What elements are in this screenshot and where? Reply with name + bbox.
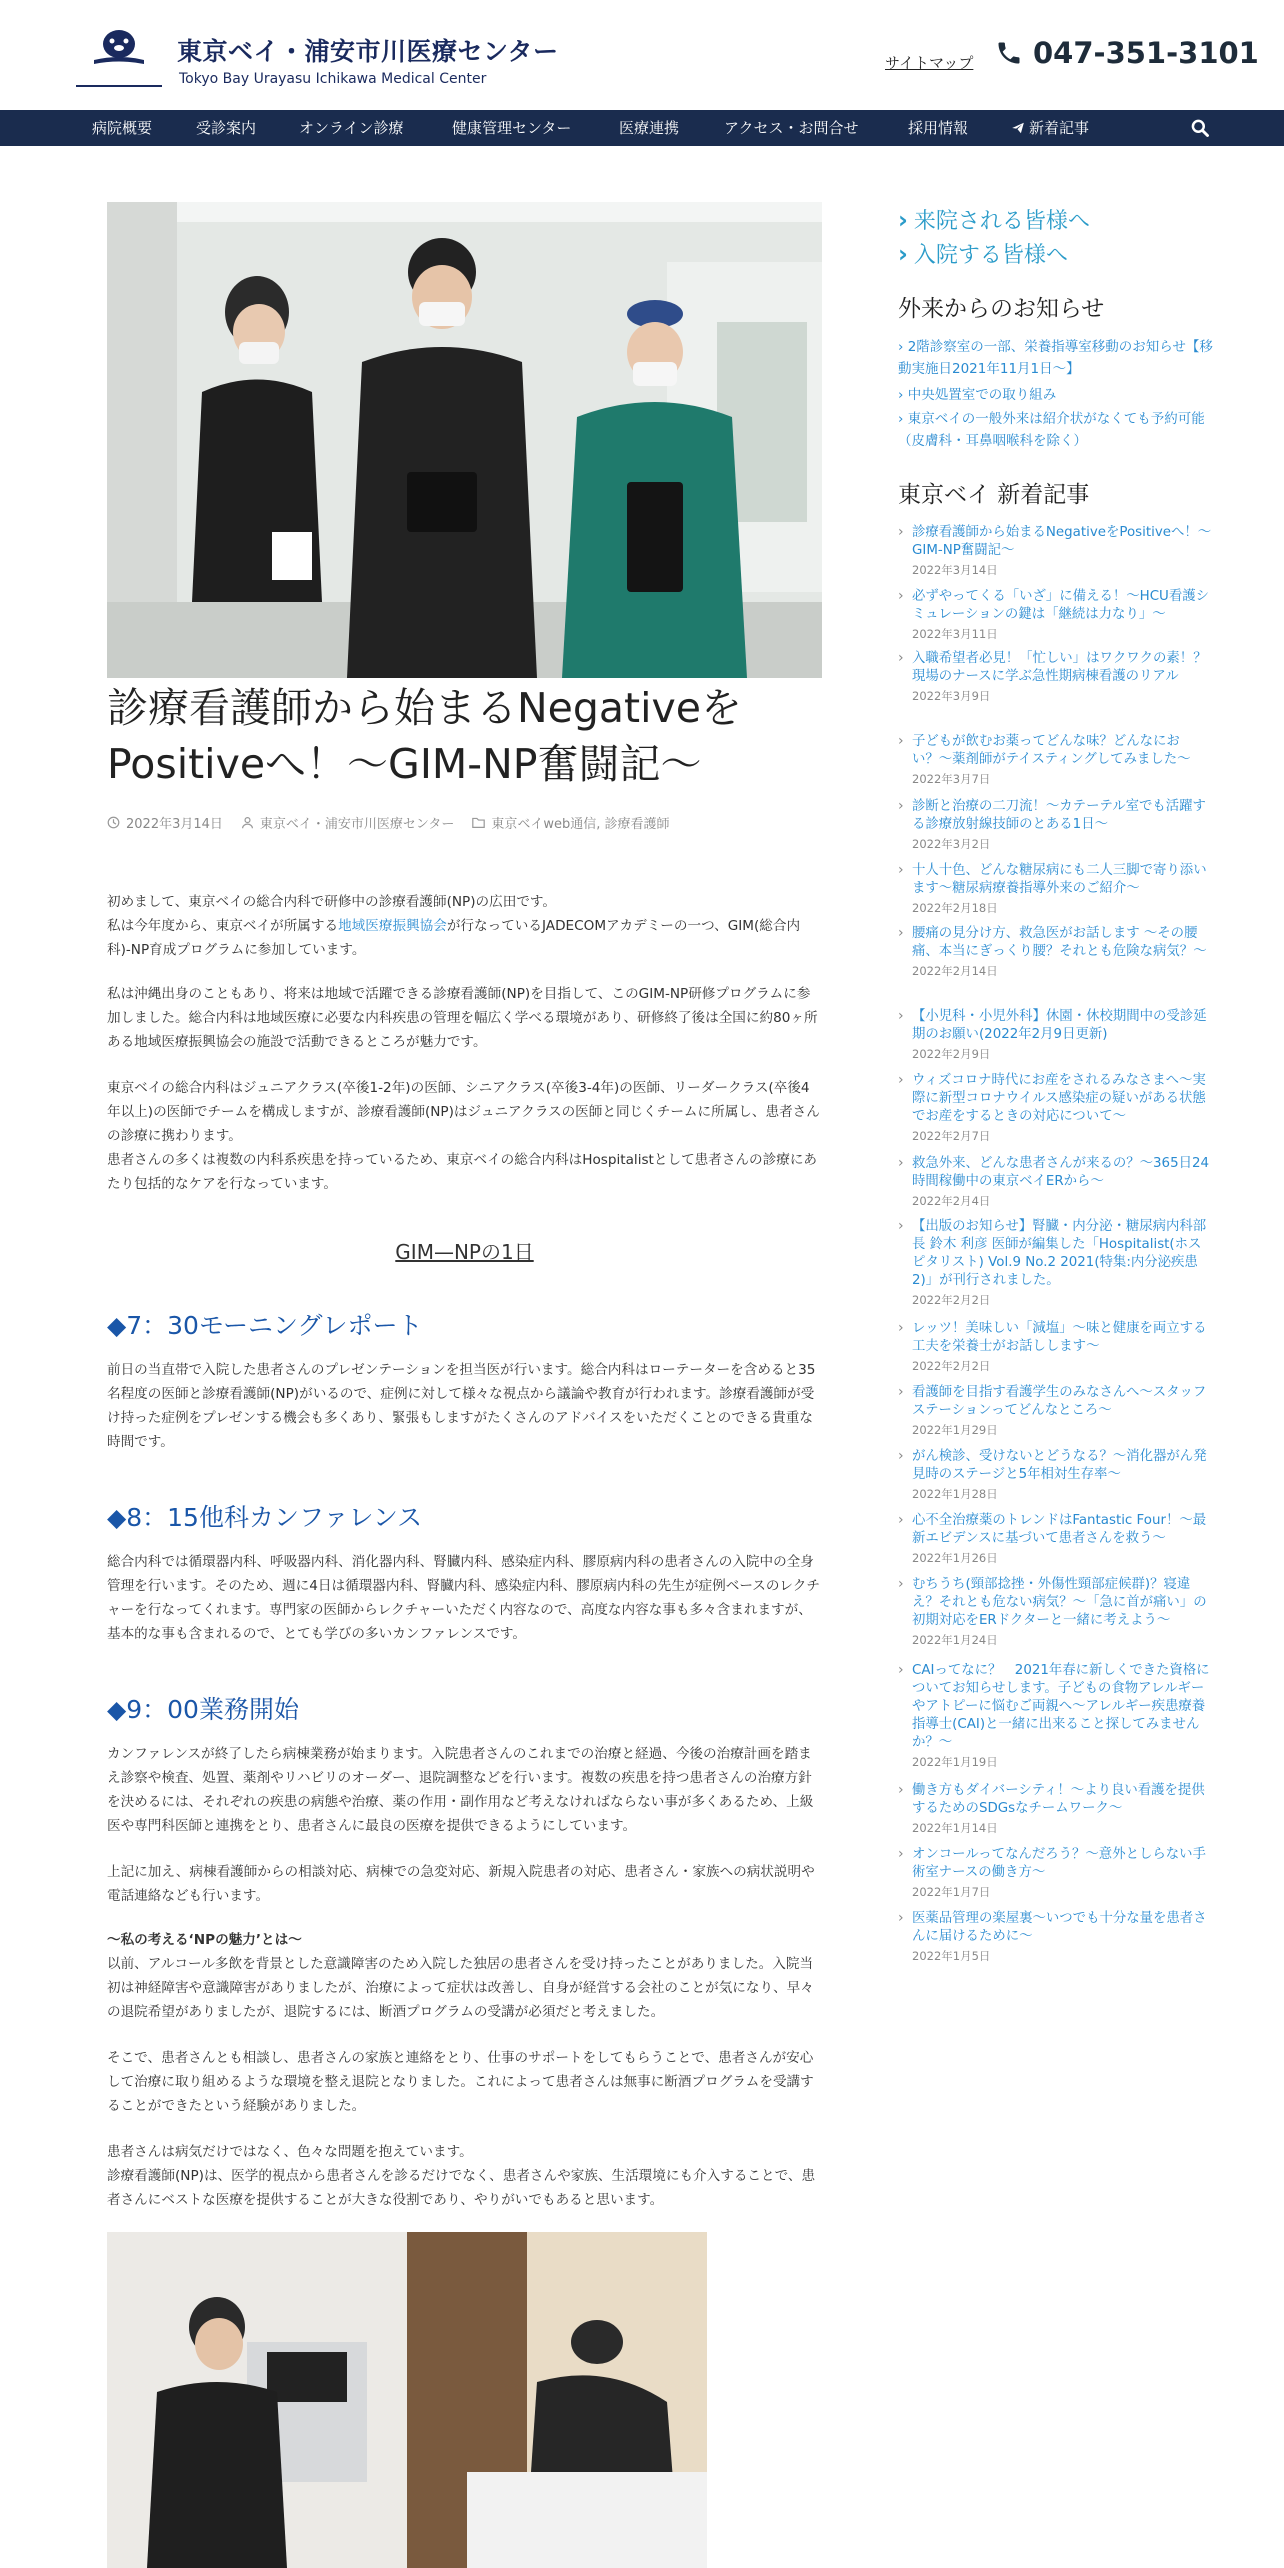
staff-photo-illustration <box>107 202 822 678</box>
new-articles-title: 東京ベイ 新着記事 <box>898 482 1090 508</box>
sidebar-article[interactable] <box>898 862 1213 916</box>
day-subtitle: GIM—NPの1日 <box>395 1240 534 1264</box>
nav-item-about[interactable]: 病院概要 <box>92 119 153 137</box>
np-appeal-block <box>107 1928 822 2024</box>
logo-english-name: Tokyo Bay Urayasu Ichikawa Medical Center <box>179 71 487 87</box>
intro-line-1: 初めまして、東京ベイの総合内科で研修中の診療看護師(NP)の広田です。 <box>107 894 557 910</box>
closing-line-1: 患者さんは病気だけではなく、色々な問題を抱えています。 <box>107 2144 473 2160</box>
article-categories-text: 東京ベイweb通信, 診療看護師 <box>491 817 670 832</box>
intro-text-pre: 私は今年度から、東京ベイが所属する <box>107 918 339 934</box>
sidebar-article[interactable] <box>898 650 1213 704</box>
news-item-text: 2階診察室の一部、栄養指導室移動のお知らせ【移動実施日2021年11月1日〜】 <box>898 339 1213 377</box>
sidebar-article[interactable] <box>898 588 1213 642</box>
sidebar-article-title[interactable]: › 働き方もダイバーシティ！〜より良い看護を提供するためのSDGsなチームワーク〜 <box>898 1782 1213 1818</box>
visitors-link-label: 来院される皆様へ <box>913 209 1090 234</box>
chevron-right-icon: › <box>898 239 908 268</box>
ward-photo-illustration <box>107 2232 707 2568</box>
sidebar-article-date: 2022年2月9日 <box>912 1047 991 1061</box>
intro-paragraph <box>107 890 822 962</box>
sidebar-article-date: 2022年1月5日 <box>912 1949 991 1963</box>
paragraph-3 <box>107 1076 822 1196</box>
paper-plane-icon <box>1011 121 1025 135</box>
sidebar-article-title[interactable]: › 心不全治療薬のトレンドはFantastic Four！〜最新エビデンスに基づいて患者さんを救う〜 <box>898 1512 1213 1548</box>
sidebar-article[interactable] <box>898 1846 1213 1900</box>
nav-item-news[interactable] <box>1011 110 1089 146</box>
main-nav <box>0 110 1284 146</box>
inpatients-link-label: 入院する皆様へ <box>913 243 1068 268</box>
sidebar-article-title[interactable]: › 腰痛の見分け方、救急医がお話します 〜その腰痛、本当にぎっくり腰？それとも危険な病気？〜 <box>898 925 1213 961</box>
closing-line-2: 診療看護師(NP)は、医学的視点から患者さんを診るだけでなく、患者さんや家族、生活環境にも介入することで、患者さんにベストな医療を提供することが大きな役割であり、やりがいでもあると思います。 <box>107 2168 816 2208</box>
site-header <box>0 0 1284 110</box>
sidebar-article[interactable] <box>898 1448 1213 1502</box>
sidebar-article-date: 2022年1月26日 <box>912 1551 998 1565</box>
article-categories[interactable] <box>472 813 669 832</box>
sidebar-article-title[interactable]: › がん検診、受けないとどうなる？〜消化器がん発見時のステージと5年相対生存率〜 <box>898 1448 1213 1484</box>
paragraph-3-b: 患者さんの多くは複数の内科系疾患を持っているため、東京ベイの総合内科はHospitalistとして患者さんの診療にあたり包括的なケアを行なっています。 <box>107 1152 818 1192</box>
sidebar-article-date: 2022年2月2日 <box>912 1359 991 1373</box>
outpatient-news-item[interactable]: › 2階診察室の一部、栄養指導室移動のお知らせ【移動実施日2021年11月1日〜】 <box>898 339 1213 377</box>
article-meta <box>107 813 670 832</box>
chevron-right-icon: › <box>898 205 908 234</box>
sidebar-article-date: 2022年2月14日 <box>912 964 998 978</box>
nav-item-recruit[interactable]: 採用情報 <box>908 119 969 137</box>
article-author[interactable] <box>241 813 454 832</box>
outpatient-news-item[interactable]: › 中央処置室での取り組み <box>898 387 1057 403</box>
nav-item-consultation[interactable]: 受診案内 <box>196 119 257 137</box>
nav-news-label: 新着記事 <box>1029 119 1090 137</box>
sidebar-article[interactable] <box>898 925 1213 979</box>
news-item-text: 中央処置室での取り組み <box>907 387 1057 403</box>
sidebar-article[interactable] <box>898 1576 1213 1648</box>
sidebar-article[interactable] <box>898 1320 1213 1374</box>
sitemap-link[interactable]: サイトマップ <box>885 54 974 72</box>
user-icon <box>241 816 254 829</box>
sidebar-article[interactable] <box>898 1910 1213 1964</box>
sidebar-article-title[interactable]: › 診断と治療の二刀流！〜カテーテル室でも活躍する診療放射線技師のとある1日〜 <box>898 798 1213 834</box>
logo-japanese-name: 東京ベイ・浦安市川医療センター <box>177 37 559 66</box>
intro-line-2 <box>107 914 822 962</box>
paragraph-3-a: 東京ベイの総合内科はジュニアクラス(卒後1-2年)の医師、シニアクラス(卒後3-4年)の医師、リーダークラス(卒後4年以上)の医師でチームを構成しますが、診療看護師(NP)はジュニアクラスの医師と同じくチームに所属し、患者さんの診療に携わります。 <box>107 1080 820 1144</box>
sidebar-article-date: 2022年2月7日 <box>912 1129 991 1143</box>
sidebar-article-date: 2022年1月14日 <box>912 1821 998 1835</box>
hospital-emblem-icon <box>72 26 166 90</box>
sidebar-article-date: 2022年3月14日 <box>912 563 998 577</box>
work-extra-text: 上記に加え、病棟看護師からの相談対応、病棟での急変対応、新規入院患者の対応、患者さん・家族への病状説明や電話連絡なども行います。 <box>107 1864 815 1904</box>
np-appeal-text: 以前、アルコール多飲を背景とした意識障害のため入院した独居の患者さんを受け持ったことがありました。入院当初は神経障害や意識障害がありましたが、治療によって症状は改善し、自身が経営する会社のことが気になり、早々の退院希望がありましたが、退院するには、断酒プログラムの受講が必須だと考えました。 <box>107 1956 814 2020</box>
sidebar-article[interactable] <box>898 524 1213 578</box>
search-icon[interactable] <box>1190 118 1210 138</box>
article-author-text: 東京ベイ・浦安市川医療センター <box>259 817 455 832</box>
phone-number-text: 047-351-3101 <box>1033 36 1259 70</box>
site-logo[interactable] <box>72 26 559 90</box>
heading-morning-report: ◆7：30モーニングレポート <box>107 1311 423 1340</box>
sidebar-article[interactable] <box>898 733 1213 787</box>
sidebar-article[interactable] <box>898 1072 1213 1144</box>
sidebar-article[interactable] <box>898 1384 1213 1438</box>
sidebar-article[interactable] <box>898 1662 1213 1770</box>
sidebar-article-date: 2022年1月19日 <box>912 1755 998 1769</box>
nav-item-cooperation[interactable]: 医療連携 <box>619 119 680 137</box>
article-date-text: 2022年3月14日 <box>126 817 223 832</box>
sidebar-article-title[interactable]: › オンコールってなんだろう？〜意外としらない手術室ナースの働き方〜 <box>898 1846 1213 1882</box>
intro-text-post: が行なっているJADECOMアカデミーの一つ、GIM(総合内科)-NP育成プログラムに参加しています。 <box>107 918 801 958</box>
sidebar-article-date: 2022年3月7日 <box>912 772 991 786</box>
news-item-text: 東京ベイの一般外来は紹介状がなくても予約可能（皮膚科・耳鼻咽喉科を除く） <box>898 411 1205 449</box>
np-appeal-title: 〜私の考える‘NPの魅力’とは〜 <box>107 1932 302 1948</box>
phone-icon <box>995 39 1023 67</box>
work-start-text: カンファレンスが終了したら病棟業務が始まります。入院患者さんのこれまでの治療と経過、今後の治療計画を踏まえ診察や検査、処置、薬剤やリハビリのオーダー、退院調整などを行います。複数の疾患を持つ患者さんの治療方針を決めるには、それぞれの疾患の病態や治療、薬の作用・副作用など考えなければならない事が多くあるため、上級医や専門科医師と連携をとり、患者さんに最良の医療を提供できるようにしています。 <box>107 1746 814 1834</box>
heading-work-start: ◆9：00業務開始 <box>107 1695 299 1724</box>
sidebar-article-title[interactable]: › むちうち(頸部捻挫・外傷性頸部症候群)？寝違え？それとも危ない病気？〜「急に首が痛い」の初期対応をERドクターと一緒に考えよう〜 <box>898 1576 1213 1630</box>
sidebar-article-title[interactable]: › 医薬品管理の楽屋裏〜いつでも十分な量を患者さんに届けるために〜 <box>898 1910 1213 1946</box>
sidebar-article-date: 2022年1月24日 <box>912 1633 998 1647</box>
nav-item-access[interactable]: アクセス・お問合せ <box>724 119 859 137</box>
sidebar-article-title[interactable]: › 入職希望者必見！「忙しい」はワクワクの素！？現場のナースに学ぶ急性期病棟看護のリアル <box>898 650 1213 686</box>
phone-number[interactable] <box>995 36 1259 70</box>
np-appeal-text-2: そこで、患者さんとも相談し、患者さんの家族と連絡をとり、仕事のサポートをしてもらうことで、患者さんが安心して治療に取り組めるような環境を整え退院となりました。これによって患者さんは無事に断酒プログラムを受講することができたという経験がありました。 <box>107 2050 814 2114</box>
heading-conference: ◆8：15他科カンファレンス <box>107 1503 423 1532</box>
sidebar-article-date: 2022年1月7日 <box>912 1885 991 1899</box>
closing-block <box>107 2140 822 2212</box>
sidebar-article-title[interactable]: › 【小児科・小児外科】休園・休校期間中の受診延期のお願い(2022年2月9日更新) <box>898 1008 1213 1044</box>
visitors-link[interactable] <box>898 204 1090 235</box>
sidebar-article-date: 2022年1月28日 <box>912 1487 998 1501</box>
sidebar-article-title[interactable]: › 看護師を目指す看護学生のみなさんへ〜スタッフステーションってどんなところ〜 <box>898 1384 1213 1420</box>
folder-icon <box>472 816 485 829</box>
article-title: 診療看護師から始まるNegativeをPositiveへ！〜GIM-NP奮闘記〜 <box>107 684 742 788</box>
article-hero-photo <box>107 202 822 678</box>
sidebar-article-title[interactable]: › CAIってなに？ 2021年春に新しくできた資格についてお知らせします。子どもの食物アレルギーやアトピーに悩むご両親へ〜アレルギー疾患療養指導士(CAI)と一緒に出来ること探してみませんか？〜 <box>898 1662 1213 1752</box>
sidebar-article-date: 2022年2月18日 <box>912 901 998 915</box>
sidebar-article-title[interactable]: › ウィズコロナ時代にお産をされるみなさまへ〜実際に新型コロナウイルス感染症の疑いがある状態でお産をするときの対応について〜 <box>898 1072 1213 1126</box>
sidebar-article[interactable] <box>898 1512 1213 1566</box>
sidebar-article-title[interactable]: › 子どもが飲むお薬ってどんな味？どんなにおい？〜薬剤師がテイスティングしてみました〜 <box>898 733 1213 769</box>
sidebar-article-title[interactable]: › レッツ！美味しい「減塩」〜味と健康を両立する工夫を栄養士がお話しします〜 <box>898 1320 1213 1356</box>
sidebar-article-title[interactable]: › 必ずやってくる「いざ」に備える！〜HCU看護シミュレーションの鍵は「継続は力なり」〜 <box>898 588 1213 624</box>
outpatient-news-item[interactable]: › 東京ベイの一般外来は紹介状がなくても予約可能（皮膚科・耳鼻咽喉科を除く） <box>898 411 1205 449</box>
sidebar-article-title[interactable]: › 救急外来、どんな患者さんが来るの？〜365日24時間稼働中の東京ベイERから〜 <box>898 1155 1213 1191</box>
sidebar-article[interactable] <box>898 1008 1213 1062</box>
jadecom-link[interactable]: 地域医療振興協会 <box>338 918 447 934</box>
paragraph-2: 私は沖縄出身のこともあり、将来は地域で活躍できる診療看護師(NP)を目指して、このGIM-NP研修プログラムに参加しました。総合内科は地域医療に必要な内科疾患の管理を幅広く学べる環境があり、研修終了後は全国に約80ヶ所ある地域医療振興協会の施設で活動できるところが魅力です。 <box>107 986 818 1050</box>
sidebar-article[interactable] <box>898 1155 1213 1209</box>
sidebar-article[interactable] <box>898 1782 1213 1836</box>
nav-item-online[interactable]: オンライン診療 <box>299 119 404 137</box>
sidebar-article-title[interactable]: › 十人十色、どんな糖尿病にも二人三脚で寄り添います〜糖尿病療養指導外来のご紹介〜 <box>898 862 1213 898</box>
nav-item-health-center[interactable]: 健康管理センター <box>452 119 572 137</box>
sidebar-article-date: 2022年3月11日 <box>912 627 998 641</box>
sidebar-article-title[interactable]: › 【出版のお知らせ】腎臓・内分泌・糖尿病内科部長 鈴木 利彦 医師が編集した「Hospitalist(ホスピタリスト) Vol.9 No.2 2021(特集:内分泌疾患2)」が刊行されました。 <box>898 1218 1213 1290</box>
clock-icon <box>107 816 120 829</box>
sidebar-article[interactable] <box>898 1218 1213 1308</box>
article-date <box>107 813 223 832</box>
outpatient-news-title: 外来からのお知らせ <box>898 296 1105 322</box>
sidebar-article-date: 2022年1月29日 <box>912 1423 998 1437</box>
conference-text: 総合内科では循環器内科、呼吸器内科、消化器内科、腎臓内科、感染症内科、膠原病内科の患者さんの入院中の全身管理を行います。そのため、週に4日は循環器内科、腎臓内科、感染症内科、膠原病内科の先生が症例ベースのレクチャーを行なってくれます。専門家の医師からレクチャーいただく内容なので、高度な内容な事も多々含まれますが、基本的な事も含まれるので、とても学びの多いカンファレンスです。 <box>107 1554 820 1642</box>
sidebar-article-date: 2022年2月2日 <box>912 1293 991 1307</box>
sidebar-article[interactable] <box>898 798 1213 852</box>
inpatients-link[interactable] <box>898 238 1068 269</box>
morning-report-text: 前日の当直帯で入院した患者さんのプレゼンテーションを担当医が行います。総合内科はローテーターを含めると35名程度の医師と診療看護師(NP)がいるので、症例に対して様々な視点から議論や教育が行われます。診療看護師が受け持った症例をプレゼンする機会も多くあり、緊張もしますがたくさんのアドバイスをいただくことのできる貴重な時間です。 <box>107 1362 816 1450</box>
sidebar-article-title[interactable]: › 診療看護師から始まるNegativeをPositiveへ！〜GIM-NP奮闘記〜 <box>898 524 1213 560</box>
article-photo-2 <box>107 2232 707 2568</box>
sidebar-article-date: 2022年3月2日 <box>912 837 991 851</box>
sidebar-article-date: 2022年3月9日 <box>912 689 991 703</box>
sidebar-article-date: 2022年2月4日 <box>912 1194 991 1208</box>
